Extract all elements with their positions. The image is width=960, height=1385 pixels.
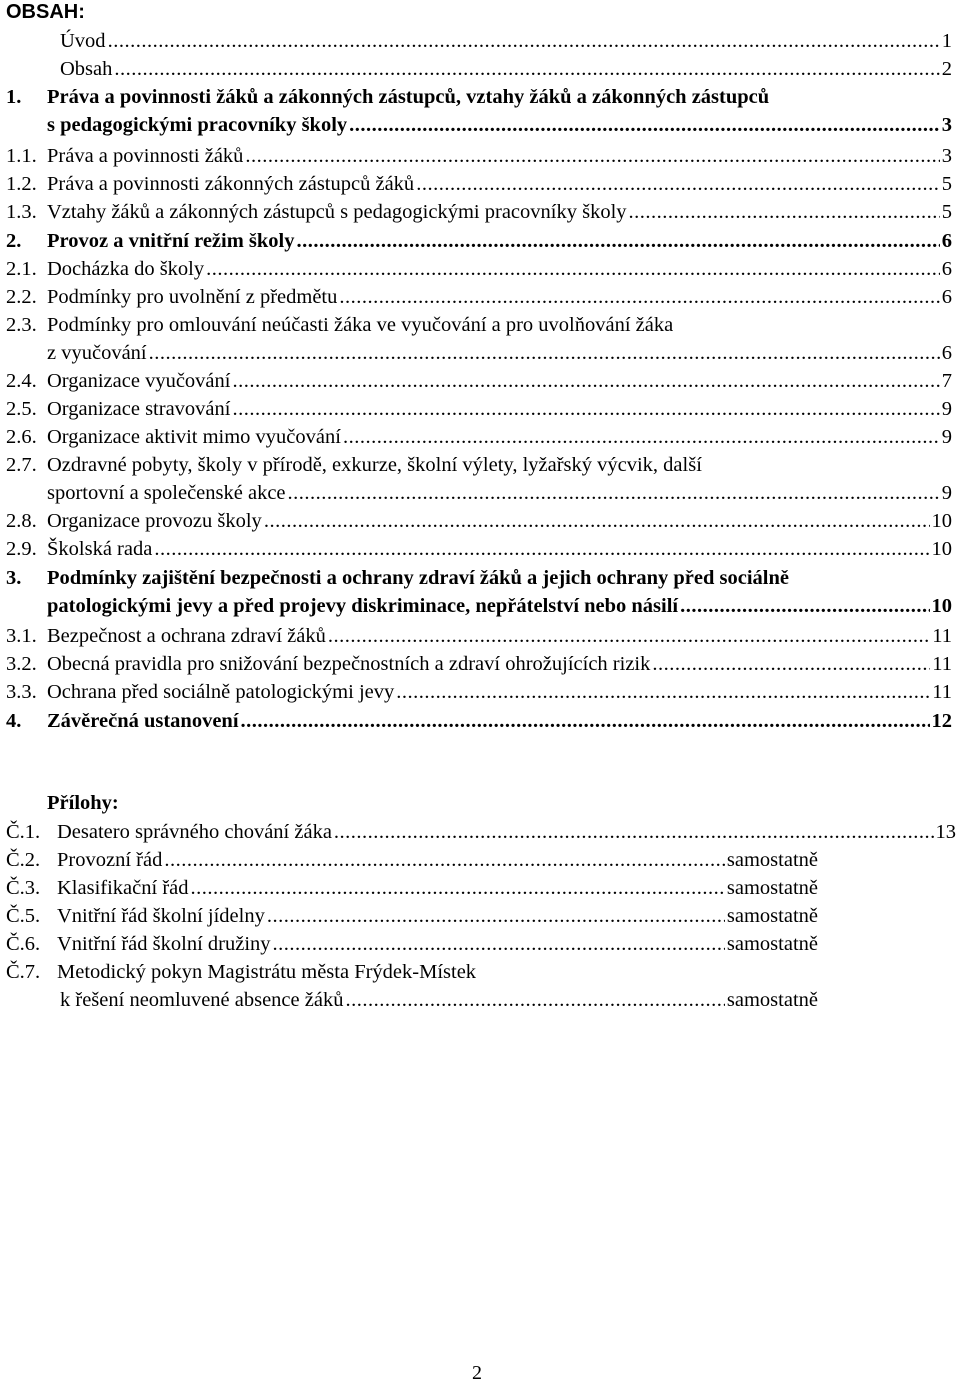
toc-entry-2-3-continuation[interactable]	[47, 339, 952, 367]
toc-entry-page: 1	[941, 30, 952, 52]
toc-entry-page: 9	[941, 482, 952, 504]
attachment-entry-1[interactable]	[6, 818, 956, 846]
attachment-number: Č.3.	[6, 877, 41, 899]
toc-leader	[241, 707, 930, 735]
toc-entry-page: 10	[931, 595, 952, 617]
toc-entry-title: Podmínky pro uvolnění z předmětu	[47, 286, 338, 308]
toc-entry-page: 6	[941, 258, 952, 280]
toc-entry-2-3[interactable]	[6, 311, 952, 339]
toc-entry-2-7[interactable]	[6, 451, 952, 479]
toc-leader	[232, 367, 939, 395]
toc-entry-2-6[interactable]	[6, 423, 952, 451]
toc-entry-title: Organizace provozu školy	[47, 510, 262, 532]
toc-entry-title: Podmínky pro omlouvání neúčasti žáka ve vyučování a pro uvolňování žáka	[47, 314, 674, 336]
attachment-title: Vnitřní řád školní družiny	[57, 933, 271, 955]
toc-entry-1-3[interactable]	[6, 198, 952, 226]
toc-entry-page: 7	[941, 370, 952, 392]
toc-entry-page: 5	[941, 173, 952, 195]
toc-leader	[297, 227, 940, 255]
attachment-page: 13	[935, 821, 956, 843]
toc-entry-number: 2.4.	[6, 370, 37, 392]
toc-leader	[108, 27, 940, 55]
toc-leader	[680, 592, 929, 620]
toc-entry-number: 1.3.	[6, 201, 37, 223]
toc-entry-title: Obecná pravidla pro snižování bezpečnostních a zdraví ohrožujících rizik	[47, 653, 651, 675]
toc-leader	[114, 55, 939, 83]
attachment-entry-7-continuation[interactable]	[60, 986, 818, 1014]
toc-heading: OBSAH:	[6, 1, 85, 23]
attachment-page: samostatně	[726, 933, 818, 955]
toc-entry-2-1[interactable]	[6, 255, 952, 283]
toc-entry-page: 9	[941, 426, 952, 448]
toc-entry-title: Bezpečnost a ochrana zdraví žáků	[47, 625, 326, 647]
toc-leader	[629, 198, 940, 226]
toc-entry-title: Práva a povinnosti žáků	[47, 145, 244, 167]
toc-leader	[339, 283, 939, 311]
toc-entry-3-3[interactable]	[6, 678, 952, 706]
toc-entry-number: 2.2.	[6, 286, 37, 308]
toc-entry-2-2[interactable]	[6, 283, 952, 311]
toc-entry-page: 11	[932, 681, 952, 703]
toc-entry-title: Podmínky zajištění bezpečnosti a ochrany zdraví žáků a jejich ochrany před sociálně	[47, 567, 789, 589]
toc-entry-2-5[interactable]	[6, 395, 952, 423]
attachment-page: samostatně	[726, 849, 818, 871]
toc-entry-2-9[interactable]	[6, 535, 952, 563]
attachment-title: Metodický pokyn Magistrátu města Frýdek-Místek	[57, 961, 477, 983]
attachment-number: Č.7.	[6, 961, 41, 983]
attachment-entry-3[interactable]	[6, 874, 818, 902]
toc-entry-title-continuation: sportovní a společenské akce	[47, 482, 286, 504]
attachment-entry-7[interactable]	[6, 958, 818, 986]
attachment-title: Provozní řád	[57, 849, 163, 871]
toc-entry-number: 3.2.	[6, 653, 37, 675]
attachment-page: samostatně	[726, 877, 818, 899]
toc-leader	[343, 423, 940, 451]
toc-entry-3-1[interactable]	[6, 622, 952, 650]
toc-entry-number: 2.9.	[6, 538, 37, 560]
toc-entry-page: 11	[932, 625, 952, 647]
toc-entry-number: 2.6.	[6, 426, 37, 448]
toc-entry-number: 1.	[6, 86, 22, 108]
toc-leader	[232, 395, 939, 423]
toc-entry-2-7-continuation[interactable]	[47, 479, 952, 507]
toc-entry-3-2[interactable]	[6, 650, 952, 678]
attachment-entry-6[interactable]	[6, 930, 818, 958]
attachment-entry-2[interactable]	[6, 846, 818, 874]
toc-leader	[264, 507, 930, 535]
toc-entry-page: 2	[941, 58, 952, 80]
toc-leader	[164, 846, 725, 874]
page-number: 2	[472, 1362, 482, 1384]
toc-leader	[149, 339, 940, 367]
toc-entry-title: Vztahy žáků a zákonných zástupců s pedagogickými pracovníky školy	[47, 201, 627, 223]
toc-leader	[334, 818, 934, 846]
toc-entry-title-continuation: s pedagogickými pracovníky školy	[47, 114, 348, 136]
toc-entry-title: Úvod	[60, 30, 106, 52]
toc-entry-number: 2.8.	[6, 510, 37, 532]
toc-entry-page: 3	[941, 114, 952, 136]
toc-leader	[191, 874, 725, 902]
toc-leader	[288, 479, 940, 507]
toc-entry-uvod[interactable]	[60, 27, 952, 55]
toc-leader	[345, 986, 724, 1014]
attachment-title: Desatero správného chování žáka	[57, 821, 332, 843]
attachment-number: Č.2.	[6, 849, 41, 871]
toc-entry-number: 2.5.	[6, 398, 37, 420]
toc-entry-title: Práva a povinnosti zákonných zástupců žáků	[47, 173, 415, 195]
toc-leader	[206, 255, 940, 283]
attachment-page: samostatně	[726, 905, 818, 927]
toc-entry-2-8[interactable]	[6, 507, 952, 535]
toc-entry-title: Organizace vyučování	[47, 370, 231, 392]
attachment-entry-5[interactable]	[6, 902, 818, 930]
toc-entry-title: Školská rada	[47, 538, 153, 560]
toc-entry-title: Práva a povinnosti žáků a zákonných zástupců, vztahy žáků a zákonných zástupců	[47, 86, 770, 108]
toc-leader	[416, 170, 940, 198]
toc-entry-1-2[interactable]	[6, 170, 952, 198]
attachment-title-continuation: k řešení neomluvené absence žáků	[60, 989, 344, 1011]
toc-entry-page: 10	[931, 510, 952, 532]
toc-entry-title: Provoz a vnitřní režim školy	[47, 230, 295, 252]
toc-entry-number: 1.2.	[6, 173, 37, 195]
toc-leader	[652, 650, 930, 678]
toc-entry-title: Ozdravné pobyty, školy v přírodě, exkurze, školní výlety, lyžařský výcvik, další	[47, 454, 702, 476]
toc-entry-title: Ochrana před sociálně patologickými jevy	[47, 681, 395, 703]
toc-entry-number: 3.3.	[6, 681, 37, 703]
toc-entry-title-continuation: patologickými jevy a před projevy diskriminace, nepřátelství nebo násilí	[47, 595, 679, 617]
toc-entry-page: 11	[932, 653, 952, 675]
toc-entry-number: 2.7.	[6, 454, 37, 476]
toc-leader	[273, 930, 725, 958]
toc-leader	[154, 535, 929, 563]
toc-leader	[245, 142, 939, 170]
toc-entry-page: 5	[941, 201, 952, 223]
toc-entry-2-4[interactable]	[6, 367, 952, 395]
attachment-number: Č.6.	[6, 933, 41, 955]
toc-entry-3[interactable]	[6, 564, 952, 592]
toc-entry-title: Organizace aktivit mimo vyučování	[47, 426, 341, 448]
toc-entry-title-continuation: z vyučování	[47, 342, 147, 364]
toc-entry-3-continuation[interactable]	[47, 592, 952, 620]
toc-entry-4[interactable]	[6, 707, 952, 735]
toc-entry-title: Obsah	[60, 58, 113, 80]
toc-leader	[328, 622, 930, 650]
attachments-heading: Přílohy:	[47, 792, 119, 814]
toc-entry-1-1[interactable]	[6, 142, 952, 170]
toc-entry-title: Závěrečná ustanovení	[47, 710, 239, 732]
toc-entry-number: 2.	[6, 230, 22, 252]
toc-entry-page: 6	[941, 342, 952, 364]
attachment-number: Č.1.	[6, 821, 41, 843]
toc-entry-number: 2.1.	[6, 258, 37, 280]
attachment-number: Č.5.	[6, 905, 41, 927]
toc-entry-1[interactable]	[6, 83, 952, 111]
attachment-title: Klasifikační řád	[57, 877, 189, 899]
toc-entry-number: 3.1.	[6, 625, 37, 647]
toc-entry-number: 3.	[6, 567, 22, 589]
toc-entry-page: 6	[941, 230, 952, 252]
toc-entry-number: 1.1.	[6, 145, 37, 167]
toc-entry-page: 3	[941, 145, 952, 167]
toc-entry-2[interactable]	[6, 227, 952, 255]
attachment-page: samostatně	[726, 989, 818, 1011]
toc-entry-number: 4.	[6, 710, 22, 732]
toc-entry-page: 10	[931, 538, 952, 560]
toc-entry-page: 12	[931, 710, 952, 732]
toc-entry-page: 9	[941, 398, 952, 420]
toc-entry-title: Organizace stravování	[47, 398, 231, 420]
toc-entry-title: Docházka do školy	[47, 258, 205, 280]
toc-entry-number: 2.3.	[6, 314, 37, 336]
toc-leader	[349, 111, 940, 139]
toc-leader	[267, 902, 725, 930]
toc-entry-obsah[interactable]	[60, 55, 952, 83]
toc-entry-page: 6	[941, 286, 952, 308]
attachment-title: Vnitřní řád školní jídelny	[57, 905, 265, 927]
toc-leader	[396, 678, 930, 706]
toc-entry-1-continuation[interactable]	[47, 111, 952, 139]
